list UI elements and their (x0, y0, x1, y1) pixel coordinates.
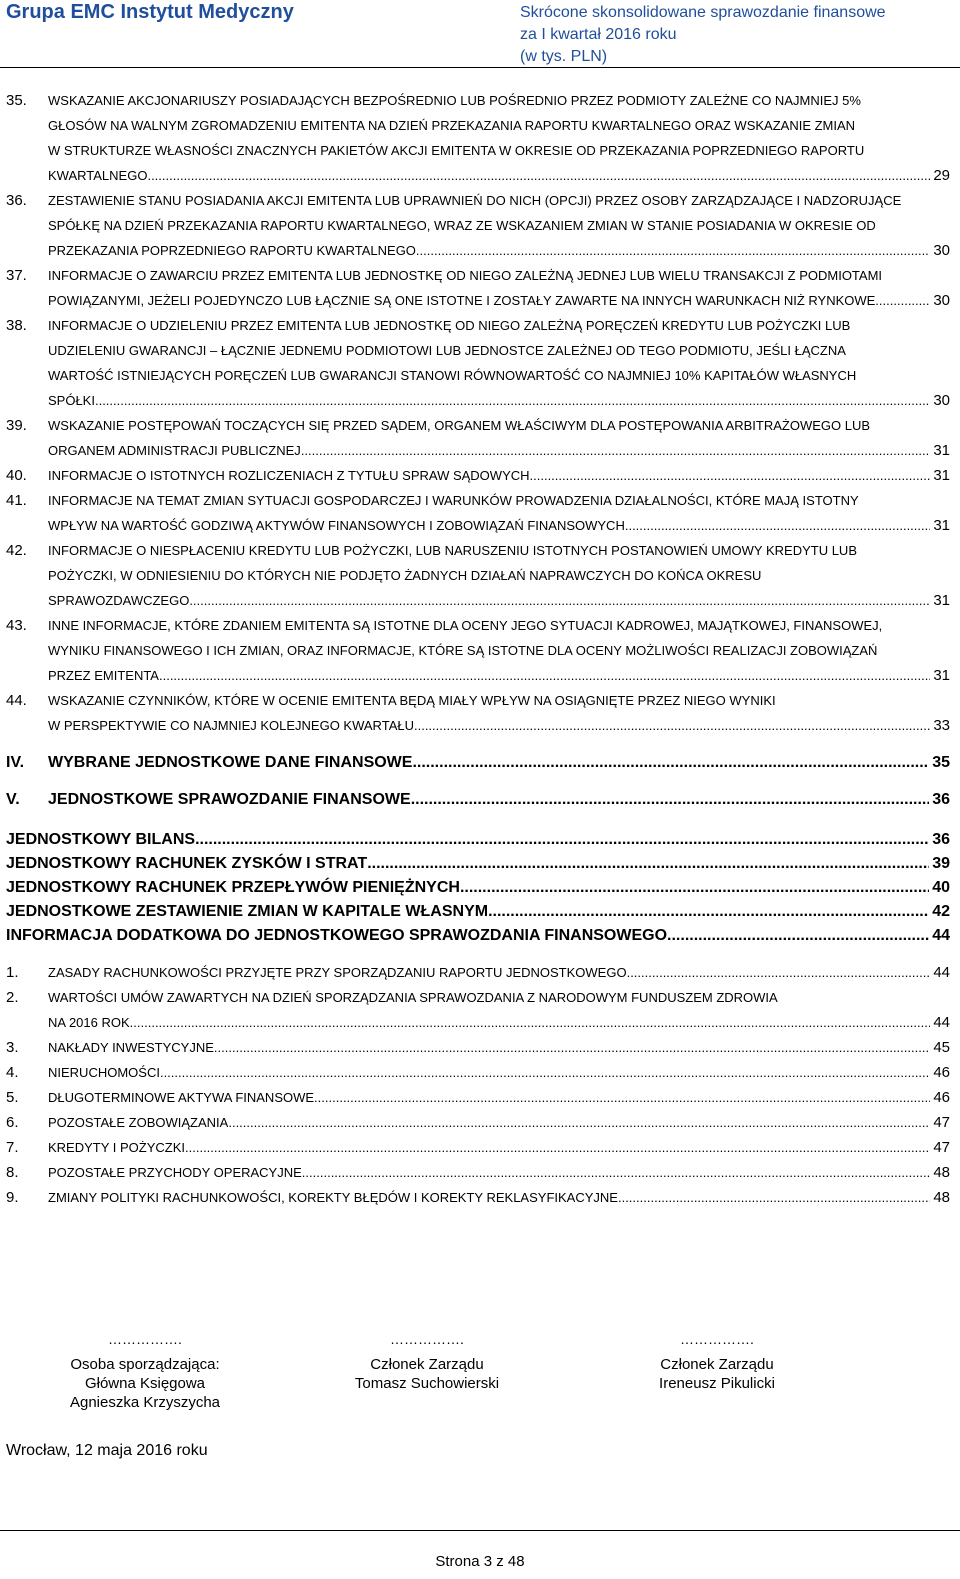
toc-entry-text: POŻYCZKI, W ODNIESIENIU DO KTÓRYCH NIE PODJĘTO ŻADNYCH DZIAŁAŃ NAPRAWCZYCH DO KOŃCA OKRESU (48, 568, 762, 583)
toc-section-page: 35 (932, 754, 950, 771)
toc-entry-number: 40. (6, 467, 27, 484)
toc-entry-text: POZOSTAŁE ZOBOWIĄZANIA (48, 1115, 229, 1130)
toc-entry-text: ZASADY RACHUNKOWOŚCI PRZYJĘTE PRZY SPORZĄDZANIU RAPORTU JEDNOSTKOWEGO (48, 965, 627, 980)
toc-entry-page: 44 (933, 964, 950, 981)
signature-line: ……………. (680, 1331, 754, 1347)
toc-entry-line (48, 588, 950, 613)
dot-leader (460, 876, 929, 900)
page-footer (0, 1530, 960, 1579)
dot-leader (530, 463, 931, 488)
report-title-line: za I kwartał 2016 roku (520, 26, 677, 43)
dot-leader (367, 852, 929, 876)
toc-entry-text: ZESTAWIENIE STANU POSIADANIA AKCJI EMITENTA LUB UPRAWNIEŃ DO NICH (OPCJI) PRZEZ OSOBY ZARZĄDZAJĄCE I NADZORUJĄCE (48, 193, 902, 208)
toc-entry-page: 48 (933, 1189, 950, 1206)
signature-block-preparer (40, 1330, 250, 1412)
toc-entry-number: 37. (6, 267, 27, 284)
signature-block-board-member-1 (322, 1330, 532, 1393)
toc-entry[interactable] (6, 1160, 950, 1185)
toc-additional-notes-group (6, 960, 950, 1210)
toc-entry[interactable] (6, 1135, 950, 1160)
toc-entry-line (48, 338, 950, 363)
toc-entry-number: 6. (6, 1114, 19, 1131)
toc-entry-page: 46 (933, 1064, 950, 1081)
toc-section-number: V. (6, 791, 20, 808)
toc-entry-text: INFORMACJE O UDZIELENIU PRZEZ EMITENTA LUB JEDNOSTKĘ OD NIEGO ZALEŻNĄ PORĘCZEŃ KREDYTU LUB POŻYCZKI LUB (48, 318, 851, 333)
toc-entry-text: SPÓŁKĘ NA DZIEŃ PRZEKAZANIA RAPORTU KWARTALNEGO, WRAZ ZE WSKAZANIEM ZMIAN W STANIE POSIADANIA W OKRESIE OD (48, 218, 876, 233)
toc-entry-line (48, 960, 950, 985)
toc-entry-page: 31 (933, 517, 950, 534)
toc-entry[interactable] (6, 1110, 950, 1135)
toc-entry-body (48, 1160, 950, 1185)
toc-entry-line (48, 438, 950, 463)
dot-leader (160, 1060, 930, 1085)
toc-entry-body (48, 313, 950, 413)
toc-section[interactable] (6, 750, 950, 775)
toc-subsection-page: 40 (932, 879, 950, 896)
report-title-line: (w tys. PLN) (520, 48, 608, 65)
toc-entry[interactable] (6, 413, 950, 463)
toc-entry-text: INFORMACJE O ISTOTNYCH ROZLICZENIACH Z TYTUŁU SPRAW SĄDOWYCH (48, 468, 530, 483)
report-title (520, 2, 886, 68)
toc-entry-body (48, 88, 950, 188)
toc-entry-line (48, 513, 950, 538)
toc-entry-text: DŁUGOTERMINOWE AKTYWA FINANSOWE (48, 1090, 315, 1105)
toc-entry-number: 44. (6, 692, 27, 709)
toc-entry-line (48, 1110, 950, 1135)
toc-entry-text: WARTOŚCI UMÓW ZAWARTYCH NA DZIEŃ SPORZĄDZANIA SPRAWOZDANIA Z NARODOWYM FUNDUSZEM ZDROWIA (48, 990, 778, 1005)
toc-notes-group (6, 88, 950, 738)
toc-entry-body (48, 538, 950, 613)
toc-subsection[interactable] (6, 828, 950, 852)
toc-entry-line (48, 613, 950, 638)
toc-entry-text: POWIĄZANYMI, JEŻELI POJEDYNCZO LUB ŁĄCZNIE SĄ ONE ISTOTNE I ZOSTAŁY ZAWARTE NA INNYCH WARUNKACH NIŻ RYNKOWE. (48, 293, 879, 308)
toc-entry-text: ORGANEM ADMINISTRACJI PUBLICZNEJ (48, 443, 301, 458)
toc-entry[interactable] (6, 463, 950, 488)
toc-entry-line (48, 713, 950, 738)
toc-entry-text: KREDYTY I POŻYCZKI (48, 1140, 186, 1155)
toc-entry-body (48, 985, 950, 1035)
toc-subsection[interactable] (6, 900, 950, 924)
toc-subsection[interactable] (6, 852, 950, 876)
toc-entry[interactable] (6, 688, 950, 738)
toc-entry-text: INNE INFORMACJE, KTÓRE ZDANIEM EMITENTA SĄ ISTOTNE DLA OCENY JEGO SYTUACJI KADROWEJ, MAJĄTKOWEJ, FINANSOWEJ, (48, 618, 883, 633)
dot-leader (418, 713, 931, 738)
toc-subsection[interactable] (6, 876, 950, 900)
toc-entry-line (48, 1060, 950, 1085)
toc-subsection-page: 39 (932, 855, 950, 872)
toc-entry-body (48, 188, 950, 263)
toc-entry-line (48, 463, 950, 488)
toc-entry-line (48, 138, 950, 163)
toc-subsection-title: INFORMACJA DODATKOWA DO JEDNOSTKOWEGO SPRAWOZDANIA FINANSOWEGO (6, 927, 668, 944)
toc-subsection-page: 36 (932, 831, 950, 848)
toc-entry-page: 30 (933, 292, 950, 309)
toc-entry-page: 30 (933, 392, 950, 409)
page-number: Strona 3 z 48 (435, 1553, 525, 1570)
place-and-date: Wrocław, 12 maja 2016 roku (6, 1442, 208, 1459)
toc-entry-body (48, 413, 950, 463)
toc-entry[interactable] (6, 88, 950, 188)
dot-leader (879, 288, 930, 313)
toc-entry-line (48, 1010, 950, 1035)
dot-leader (411, 787, 930, 812)
toc-entry-page: 46 (933, 1089, 950, 1106)
toc-sections-group (6, 750, 950, 812)
toc-entry[interactable] (6, 488, 950, 538)
toc-entry[interactable] (6, 1185, 950, 1210)
signature-name: Tomasz Suchowierski (354, 1375, 500, 1392)
toc-entry[interactable] (6, 985, 950, 1035)
toc-entry-body (48, 688, 950, 738)
dot-leader (189, 588, 930, 613)
toc-entry-number: 9. (6, 1189, 19, 1206)
toc-entry-body (48, 263, 950, 313)
toc-entry-line (48, 1160, 950, 1185)
dot-leader (185, 1135, 930, 1160)
toc-subsection-page: 44 (932, 927, 950, 944)
toc-entry-page: 31 (933, 467, 950, 484)
signature-title: Główna Księgowa (84, 1375, 206, 1392)
dot-leader (314, 1085, 930, 1110)
toc-entry-line (48, 288, 950, 313)
toc-entry-page: 31 (933, 592, 950, 609)
toc-entry-text: WPŁYW NA WARTOŚĆ GODZIWĄ AKTYWÓW FINANSOWYCH I ZOBOWIĄZAŃ FINANSOWYCH (48, 518, 625, 533)
toc-entry-body (48, 1085, 950, 1110)
dot-leader (412, 750, 929, 775)
toc-entry-page: 30 (933, 242, 950, 259)
toc-entry-line (48, 363, 950, 388)
dot-leader (130, 1010, 931, 1035)
toc-entry-line (48, 213, 950, 238)
dot-leader (667, 924, 929, 948)
toc-subsection-title: JEDNOSTKOWY RACHUNEK ZYSKÓW I STRAT (6, 855, 368, 872)
toc-entry-number: 1. (6, 964, 19, 981)
toc-entry-page: 45 (933, 1039, 950, 1056)
dot-leader (627, 960, 931, 985)
toc-entry-body (48, 463, 950, 488)
company-name: Grupa EMC Instytut Medyczny (6, 1, 294, 23)
toc-entry-text: NAKŁADY INWESTYCYJNE (48, 1040, 214, 1055)
toc-entry-line (48, 88, 950, 113)
toc-entry-text: POZOSTAŁE PRZYCHODY OPERACYJNE (48, 1165, 302, 1180)
toc-entry-text: UDZIELENIU GWARANCJI – ŁĄCZNIE JEDNEMU PODMIOTOWI LUB JEDNOSTCE ZALEŻNEJ OD TEGO PODMIOTU, JEŚLI ŁĄCZNA (48, 343, 846, 358)
toc-entry-line (48, 538, 950, 563)
toc-entry-text: SPRAWOZDAWCZEGO (48, 593, 190, 608)
toc-entry-text: KWARTALNEGO. (48, 168, 152, 183)
toc-entry-line (48, 1135, 950, 1160)
toc-entry-line (48, 1085, 950, 1110)
toc-entry[interactable] (6, 1060, 950, 1085)
toc-entry-text: WSKAZANIE AKCJONARIUSZY POSIADAJĄCYCH BEZPOŚREDNIO LUB POŚREDNIO PRZEZ PODMIOTY ZALEŻNE CO NAJMNIEJ 5% (48, 93, 861, 108)
toc-entry-body (48, 488, 950, 538)
toc-section-number: IV. (6, 754, 25, 771)
toc-entry-body (48, 1060, 950, 1085)
signature-block-board-member-2 (612, 1330, 822, 1393)
toc-section-page: 36 (932, 791, 950, 808)
toc-entry[interactable] (6, 1085, 950, 1110)
toc-subsection[interactable] (6, 924, 950, 948)
signature-name: Ireneusz Pikulicki (659, 1375, 775, 1392)
toc-entry-text: NA 2016 ROK (48, 1015, 130, 1030)
toc-entry-body (48, 1185, 950, 1210)
dot-leader (151, 163, 930, 188)
toc-entry-line (48, 163, 950, 188)
toc-entry-text: NIERUCHOMOŚCI (48, 1065, 160, 1080)
toc-entry-line (48, 488, 950, 513)
toc-entry-number: 4. (6, 1064, 19, 1081)
toc-entry-text: PRZEZ EMITENTA (48, 668, 159, 683)
dot-leader (488, 900, 929, 924)
toc-entry-page: 33 (933, 717, 950, 734)
toc-entry[interactable] (6, 313, 950, 413)
toc-subsection-title: JEDNOSTKOWY BILANS (6, 831, 196, 848)
toc-entry-text: PRZEKAZANIA POPRZEDNIEGO RAPORTU KWARTALNEGO. (48, 243, 420, 258)
toc-entry-number: 2. (6, 989, 19, 1006)
dot-leader (301, 438, 931, 463)
toc-entry-number: 36. (6, 192, 27, 209)
toc-entry-text: INFORMACJE O ZAWARCIU PRZEZ EMITENTA LUB JEDNOSTKĘ OD NIEGO ZALEŻNĄ JEDNEJ LUB WIELU TRANSAKCJI Z PODMIOTAMI (48, 268, 883, 283)
toc-entry-line (48, 663, 950, 688)
toc-entry-text: INFORMACJE O NIESPŁACENIU KREDYTU LUB POŻYCZKI, LUB NARUSZENIU ISTOTNYCH POSTANOWIEŃ UMOWY KREDYTU LUB (48, 543, 857, 558)
signature-role: Członek Zarządu (660, 1356, 774, 1373)
toc-entry-page: 29 (933, 167, 950, 184)
toc-subsection-title: JEDNOSTKOWE ZESTAWIENIE ZMIAN W KAPITALE WŁASNYM (6, 903, 489, 920)
table-of-contents (6, 88, 950, 1210)
toc-entry-line (48, 985, 950, 1010)
toc-entry-line (48, 263, 950, 288)
toc-entry-number: 38. (6, 317, 27, 334)
dot-leader (159, 663, 930, 688)
dot-leader (228, 1110, 930, 1135)
toc-entry-body (48, 1135, 950, 1160)
toc-entry[interactable] (6, 188, 950, 263)
toc-entry-number: 8. (6, 1164, 19, 1181)
toc-entry-text: WSKAZANIE POSTĘPOWAŃ TOCZĄCYCH SIĘ PRZED SĄDEM, ORGANEM WŁAŚCIWYM DLA POSTĘPOWANIA ARBITRAŻOWEGO LUB (48, 418, 871, 433)
toc-entry-line (48, 388, 950, 413)
signature-role: Osoba sporządzająca: (70, 1356, 220, 1373)
toc-entry-line (48, 1185, 950, 1210)
toc-entry[interactable] (6, 1035, 950, 1060)
toc-entry-body (48, 1035, 950, 1060)
toc-entry-text: SPÓŁKI (48, 393, 95, 408)
toc-entry-text: W STRUKTURZE WŁASNOŚCI ZNACZNYCH PAKIETÓW AKCJI EMITENTA W OKRESIE OD PRZEKAZANIA POPRZEDNIEGO RAPORTU (48, 143, 865, 158)
signature-role: Członek Zarządu (370, 1356, 484, 1373)
toc-entry-line (48, 238, 950, 263)
toc-entry-page: 31 (933, 667, 950, 684)
dot-leader (214, 1035, 930, 1060)
toc-section-title: WYBRANE JEDNOSTKOWE DANE FINANSOWE (48, 754, 413, 771)
toc-entry-number: 3. (6, 1039, 19, 1056)
toc-entry[interactable] (6, 613, 950, 688)
signature-line: ……………. (108, 1331, 182, 1347)
toc-entry[interactable] (6, 538, 950, 613)
toc-entry-number: 42. (6, 542, 27, 559)
toc-entry-page: 47 (933, 1139, 950, 1156)
toc-subsections-group (6, 828, 950, 948)
signature-line: ……………. (390, 1331, 464, 1347)
dot-leader (420, 238, 931, 263)
toc-entry[interactable] (6, 263, 950, 313)
toc-entry-line (48, 638, 950, 663)
toc-entry-page: 47 (933, 1114, 950, 1131)
dot-leader (95, 388, 930, 413)
dot-leader (195, 828, 929, 852)
dot-leader (302, 1160, 931, 1185)
toc-entry-line (48, 313, 950, 338)
toc-entry-page: 48 (933, 1164, 950, 1181)
signature-name: Agnieszka Krzyszycha (69, 1394, 221, 1411)
toc-entry-number: 5. (6, 1089, 19, 1106)
toc-entry-number: 39. (6, 417, 27, 434)
toc-entry-number: 43. (6, 617, 27, 634)
toc-entry-text: GŁOSÓW NA WALNYM ZGROMADZENIU EMITENTA NA DZIEŃ PRZEKAZANIA RAPORTU KWARTALNEGO ORAZ WSKAZANIE ZMIAN (48, 118, 856, 133)
toc-subsection-page: 42 (932, 903, 950, 920)
toc-entry-text: WSKAZANIE CZYNNIKÓW, KTÓRE W OCENIE EMITENTA BĘDĄ MIAŁY WPŁYW NA OSIĄGNIĘTE PRZEZ NIEGO WYNIKI (48, 693, 776, 708)
report-title-line: Skrócone skonsolidowane sprawozdanie finansowe (520, 4, 886, 21)
toc-entry-line (48, 1035, 950, 1060)
toc-entry-number: 7. (6, 1139, 19, 1156)
toc-entry-text: ZMIANY POLITYKI RACHUNKOWOŚCI, KOREKTY BŁĘDÓW I KOREKTY REKLASYFIKACYJNE (48, 1190, 618, 1205)
toc-entry-text: WARTOŚĆ ISTNIEJĄCYCH PORĘCZEŃ LUB GWARANCJI STANOWI RÓWNOWARTOŚĆ CO NAJMNIEJ 10% KAPITAŁÓW WŁASNYCH (48, 368, 857, 383)
toc-entry-page: 31 (933, 442, 950, 459)
toc-entry-number: 35. (6, 92, 27, 109)
toc-entry-text: W PERSPEKTYWIE CO NAJMNIEJ KOLEJNEGO KWARTAŁU. (48, 718, 418, 733)
toc-entry-body (48, 960, 950, 985)
dot-leader (618, 1185, 930, 1210)
toc-entry-line (48, 563, 950, 588)
toc-subsection-title: JEDNOSTKOWY RACHUNEK PRZEPŁYWÓW PIENIĘŻNYCH (6, 879, 460, 896)
toc-entry-line (48, 413, 950, 438)
toc-entry-number: 41. (6, 492, 27, 509)
toc-entry-body (48, 613, 950, 688)
toc-section-title: JEDNOSTKOWE SPRAWOZDANIE FINANSOWE (48, 791, 411, 808)
toc-entry-line (48, 113, 950, 138)
toc-entry-body (48, 1110, 950, 1135)
toc-section[interactable] (6, 787, 950, 812)
toc-entry-line (48, 688, 950, 713)
toc-entry-text: WYNIKU FINANSOWEGO I ICH ZMIAN, ORAZ INFORMACJE, KTÓRE SĄ ISTOTNE DLA OCENY MOŻLIWOŚCI REALIZACJI ZOBOWIĄZAŃ (48, 643, 878, 658)
dot-leader (625, 513, 930, 538)
toc-entry[interactable] (6, 960, 950, 985)
page-header (0, 0, 960, 68)
toc-entry-text: INFORMACJE NA TEMAT ZMIAN SYTUACJI GOSPODARCZEJ I WARUNKÓW PROWADZENIA DZIAŁALNOŚCI, KTÓRE MAJĄ ISTOTNY (48, 493, 859, 508)
toc-entry-page: 44 (933, 1014, 950, 1031)
toc-entry-line (48, 188, 950, 213)
